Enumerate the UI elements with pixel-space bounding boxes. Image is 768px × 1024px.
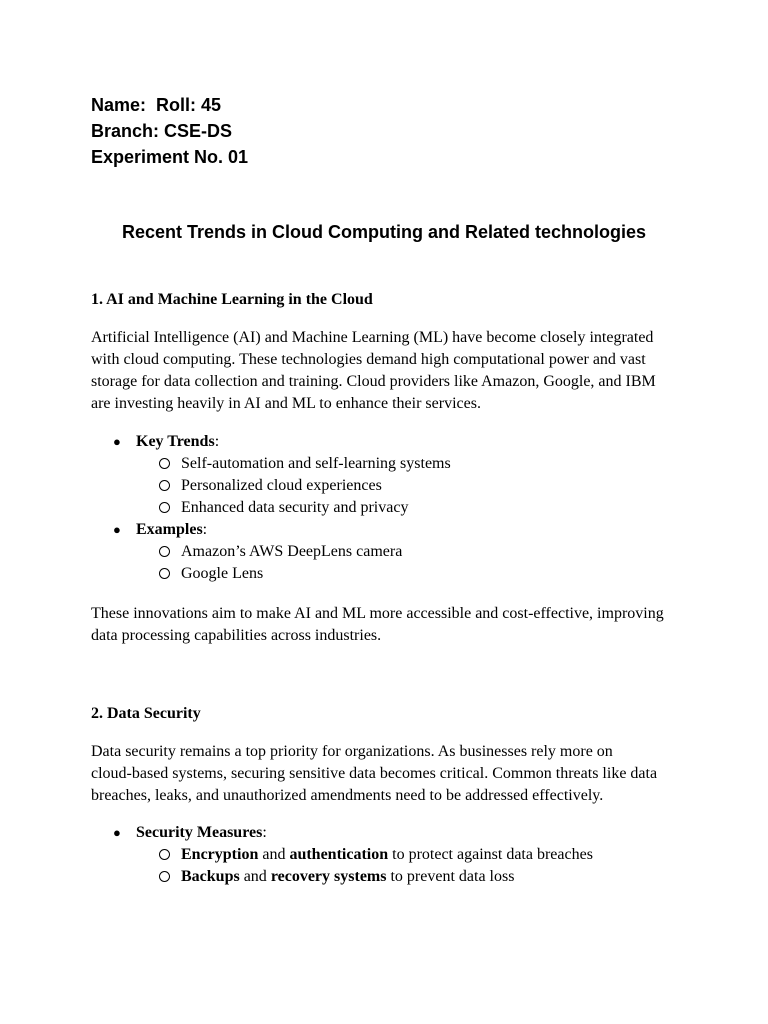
hollow-bullet-icon: [159, 480, 170, 491]
bold-term: Backups: [181, 868, 240, 885]
list-item-text: Google Lens: [181, 565, 264, 582]
list-item: [91, 453, 691, 475]
list-item-text: Personalized cloud experiences: [181, 477, 382, 494]
paragraph-line: Data security remains a top priority for organizations. As businesses rely more on: [91, 743, 613, 760]
paragraph-line: breaches, leaks, and unauthorized amendments need to be addressed effectively.: [91, 787, 604, 804]
list-item-text: Amazon’s AWS DeepLens camera: [181, 543, 403, 560]
branch-line: Branch: CSE-DS: [91, 121, 233, 141]
bullet-icon: ●: [113, 825, 121, 840]
paragraph-line: are investing heavily in AI and ML to enhance their services.: [91, 395, 481, 412]
list-item: [91, 519, 691, 541]
paragraph-line: cloud-based systems, securing sensitive data becomes critical. Common threats like data: [91, 765, 658, 782]
hollow-bullet-icon: [159, 849, 170, 860]
hollow-bullet-icon: [159, 568, 170, 579]
bold-term: recovery systems: [270, 868, 387, 885]
list-item: [91, 563, 691, 585]
list-item: [91, 475, 691, 497]
security-measures-label: Security Measures: [136, 824, 263, 841]
section-1-intro: [91, 327, 691, 415]
section-1-heading: 1. AI and Machine Learning in the Cloud: [91, 291, 373, 308]
student-header: [91, 92, 248, 170]
hollow-bullet-icon: [159, 871, 170, 882]
list-item: [91, 497, 691, 519]
paragraph-line: Artificial Intelligence (AI) and Machine Learning (ML) have become closely integrated: [91, 329, 654, 346]
list-item-text: to prevent data loss: [386, 868, 515, 885]
bullet-icon: ●: [113, 522, 121, 537]
section-2-heading: 2. Data Security: [91, 705, 201, 722]
colon: :: [202, 521, 208, 538]
list-item: [91, 431, 691, 453]
bold-term: authentication: [289, 846, 389, 863]
name-roll-line: Name: Roll: 45: [91, 95, 222, 115]
colon: :: [214, 433, 220, 450]
connector-text: and: [239, 868, 271, 885]
examples-label: Examples: [136, 521, 203, 538]
paragraph-line: These innovations aim to make AI and ML more accessible and cost-effective, improving: [91, 605, 664, 622]
hollow-bullet-icon: [159, 502, 170, 513]
bullet-icon: ●: [113, 434, 121, 449]
list-item: [91, 822, 691, 844]
list-item: [91, 844, 691, 866]
section-2-list: [91, 822, 691, 888]
connector-text: and: [258, 846, 290, 863]
section-1-outro: [91, 603, 691, 647]
section-1-list: [91, 431, 691, 585]
experiment-line: Experiment No. 01: [91, 147, 249, 167]
list-item-text: Enhanced data security and privacy: [181, 499, 409, 516]
section-2-intro: [91, 741, 691, 807]
paragraph-line: storage for data collection and training. Cloud providers like Amazon, Google, and IBM: [91, 373, 656, 390]
hollow-bullet-icon: [159, 458, 170, 469]
bold-term: Encryption: [181, 846, 259, 863]
list-item-text: Self-automation and self-learning systems: [181, 455, 451, 472]
paragraph-line: data processing capabilities across industries.: [91, 627, 382, 644]
document-title: Recent Trends in Cloud Computing and Related technologies: [121, 222, 647, 242]
key-trends-label: Key Trends: [136, 433, 215, 450]
paragraph-line: with cloud computing. These technologies demand high computational power and vast: [91, 351, 646, 368]
list-item-text: to protect against data breaches: [388, 846, 593, 863]
list-item: [91, 866, 691, 888]
hollow-bullet-icon: [159, 546, 170, 557]
colon: :: [262, 824, 267, 841]
list-item: [91, 541, 691, 563]
